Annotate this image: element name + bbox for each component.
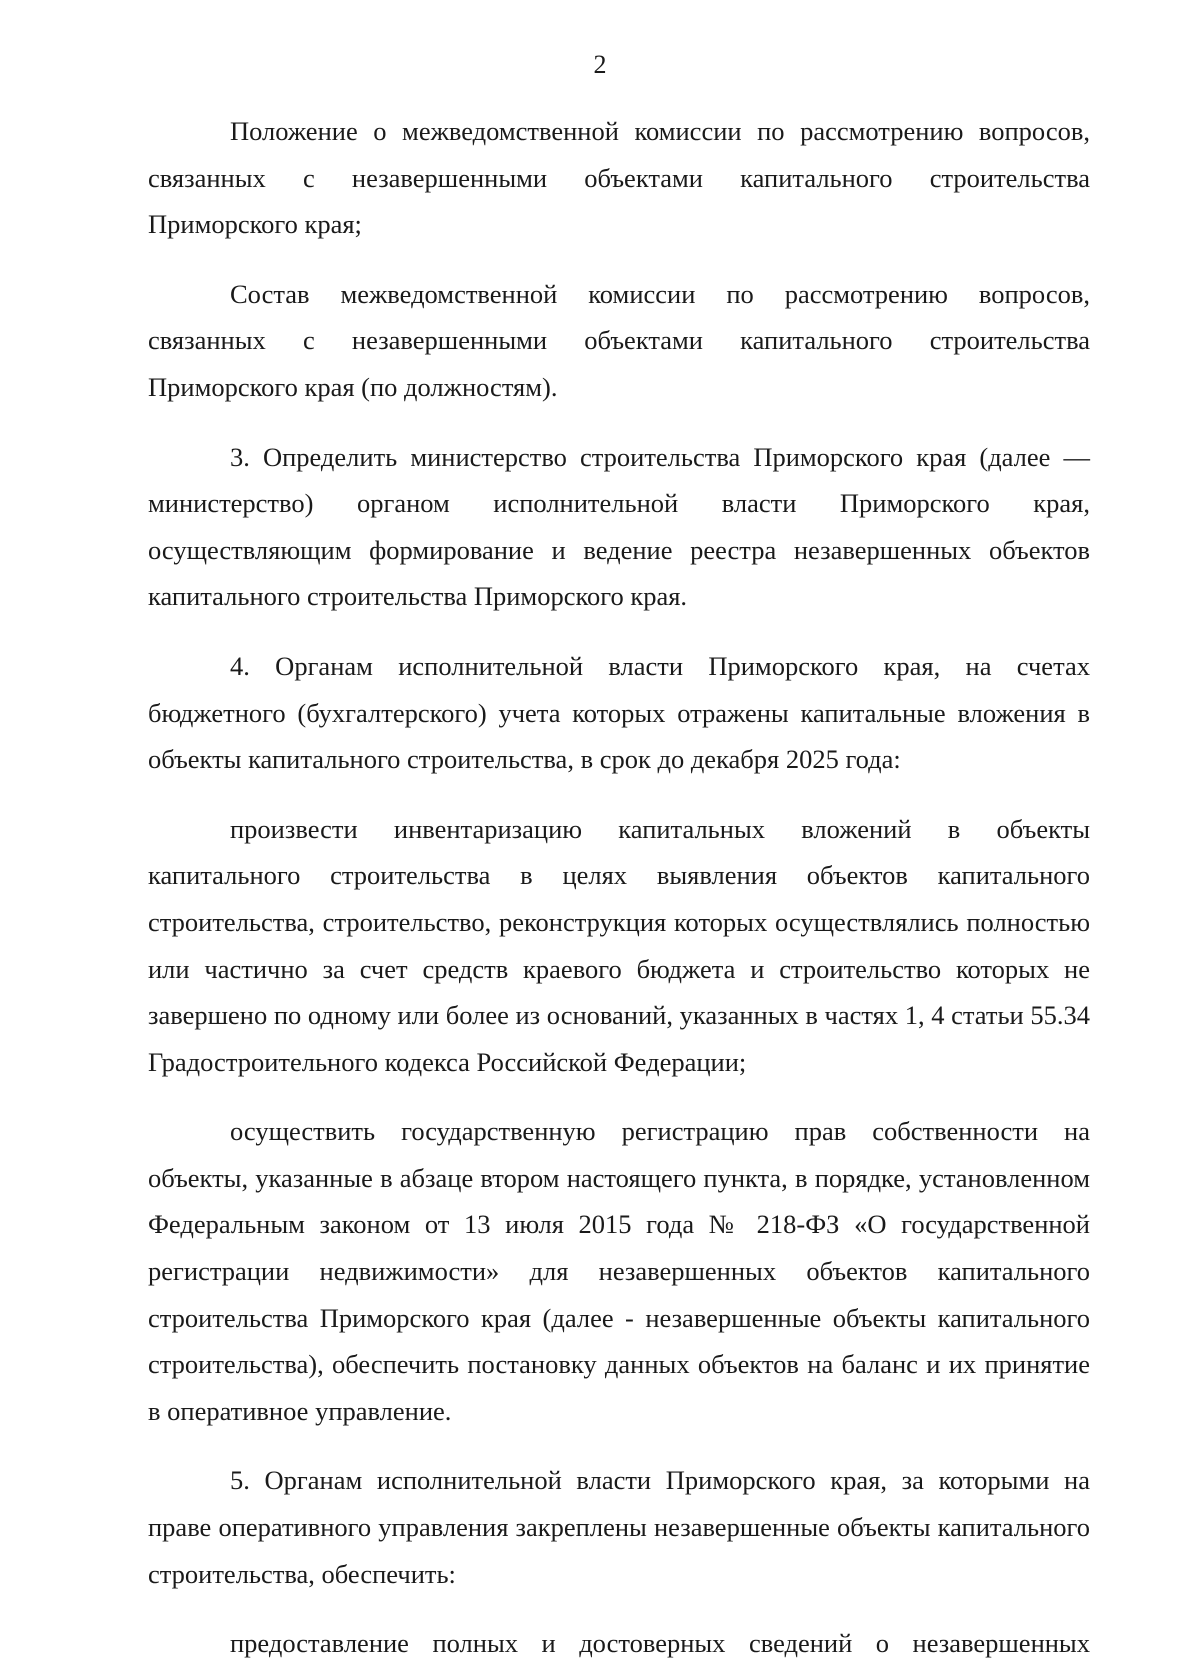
paragraph-regulation-item: Положение о межведомственной комиссии по рассмотрению вопросов, связанных с незавершенными объектами капитального строительства Приморского края; [148, 116, 1090, 240]
paragraph-item-5-information: предоставление полных и достоверных сведений о незавершенных [230, 1628, 1090, 1659]
document-body [148, 108, 1090, 1667]
paragraph-item-3: 3. Определить министерство строительства Приморского края (далее — министерство) органом исполнительной власти Приморского края, осуществляющим формирование и ведение реестра незавершенных объектов капитального строительства Приморского края. [148, 441, 1090, 612]
paragraph-item-5: 5. Органам исполнительной власти Приморского края, за которыми на праве оперативного управления закреплены незавершенные объекты капитального строительства, обеспечить: [148, 1465, 1090, 1589]
paragraph-item-4: 4. Органам исполнительной власти Приморского края, на счетах бюджетного (бухгалтерского) учета которых отражены капитальные вложения в объекты капитального строительства, в срок до декабря 2025 года: [148, 650, 1090, 775]
page-number: 2 [593, 50, 607, 79]
paragraph-item-4-inventory: произвести инвентаризацию капитальных вложений в объекты капитального строительства в целях выявления объектов капитального строительства, строительство, реконструкция которых осуществлялись полностью или частично за счет средств краевого бюджета и строительство которых не завершено по одному или более из оснований, указанных в частях 1, 4 статьи 55.34 Градостроительного кодекса Российской Федерации; [148, 813, 1090, 1077]
paragraph-item-4-registration: осуществить государственную регистрацию прав собственности на объекты, указанные в абзаце втором настоящего пункта, в порядке, установленном Федеральным законом от 13 июля 2015 года № 218-ФЗ «О государственной регистрации недвижимости» для незавершенных объектов капитального строительства Приморского края (далее - незавершенные объекты капитального строительства), обеспечить постановку данных объектов на баланс и их принятие в оперативное управление. [148, 1116, 1090, 1426]
paragraph-composition-item: Состав межведомственной комиссии по рассмотрению вопросов, связанных с незавершенными объектами капитального строительства Приморского края (по должностям). [148, 278, 1090, 402]
